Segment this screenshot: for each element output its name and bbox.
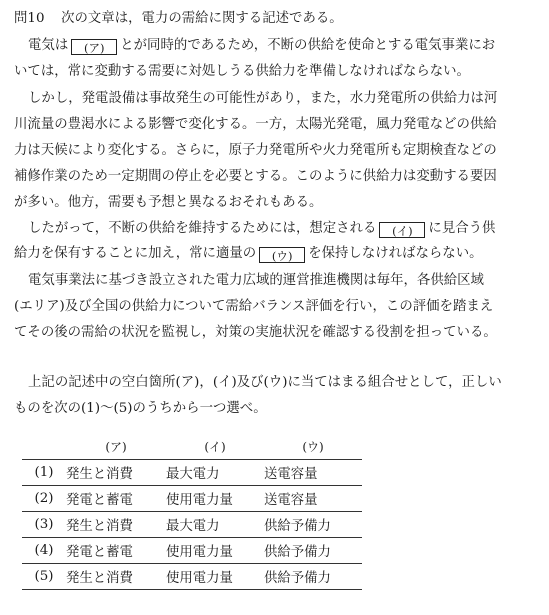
paragraph-3-line-2: [14, 245, 539, 263]
option-number: (2): [22, 486, 66, 512]
text-run: 電気は: [28, 38, 69, 53]
text-run: に見合う供: [428, 221, 496, 236]
table-header-cell: [22, 433, 66, 460]
table-cell: 発電と蓄電: [66, 486, 166, 512]
table-cell: 送電容量: [264, 486, 362, 512]
table-cell: 最大電力: [166, 512, 264, 538]
paragraph-1-line-2: いては，常に変動する需要に対処しうる供給力を準備しなければならない。: [14, 64, 470, 79]
table-cell: 発電と蓄電: [66, 538, 166, 564]
table-cell: 供給予備力: [264, 538, 362, 564]
table-cell: 発生と消費: [66, 564, 166, 590]
table-row[interactable]: [22, 460, 362, 486]
answer-table: [22, 433, 362, 590]
option-number: (4): [22, 538, 66, 564]
blank-i-box: (イ): [379, 222, 425, 238]
paragraph-2-line-5: が多い。他方，需要も予想と異なるおそれもある。: [14, 195, 323, 210]
table-row[interactable]: [22, 564, 362, 590]
question-number: 問10: [14, 11, 45, 26]
blank-a-box: (ア): [71, 39, 117, 55]
paragraph-4-line-3: てその後の需給の状況を監視し，対策の実施状況を確認する役割を担っている。: [14, 325, 497, 340]
table-row[interactable]: [22, 486, 362, 512]
paragraph-2-line-4: 補修作業のため一定期間の停止を必要とする。このように供給力は変動する要因: [14, 169, 497, 184]
option-number: (1): [22, 460, 66, 486]
table-row[interactable]: [22, 512, 362, 538]
table-cell: 発生と消費: [66, 460, 166, 486]
instruction-line-2: ものを次の(1)～(5)のうちから一つ選べ。: [14, 401, 267, 416]
table-header-cell: (ア): [105, 439, 127, 454]
blank-u-box: (ウ): [259, 247, 305, 263]
table-cell: 使用電力量: [166, 564, 264, 590]
paragraph-2-line-2: 川流量の豊渇水による影響で変化する。一方，太陽光発電，風力発電などの供給: [14, 117, 497, 132]
text-run: したがって，不断の供給を維持するためには，想定される: [28, 221, 377, 236]
table-cell: 供給予備力: [264, 512, 362, 538]
table-header-row: [22, 433, 362, 460]
option-number: (5): [22, 564, 66, 590]
paragraph-4-line-1: 電気事業法に基づき設立された電力広域的運営推進機関は毎年，各供給区域: [28, 273, 484, 288]
text-run: を保持しなければならない。: [308, 246, 483, 261]
table-cell: 最大電力: [166, 460, 264, 486]
table-header-cell: (ウ): [302, 439, 324, 454]
paragraph-2-line-3: 力は天候により変化する。さらに，原子力発電所や火力発電所も定期検査などの: [14, 143, 497, 158]
question-lead: 次の文章は，電力の需給に関する記述である。: [61, 11, 343, 26]
table-cell: 使用電力量: [166, 538, 264, 564]
table-cell: 供給予備力: [264, 564, 362, 590]
question-heading: [14, 10, 539, 27]
paragraph-1-line-1: [28, 37, 539, 55]
option-number: (3): [22, 512, 66, 538]
table-cell: 使用電力量: [166, 486, 264, 512]
instruction-line-1: 上記の記述中の空白箇所(ア)，(イ)及び(ウ)に当てはまる組合せとして，正しい: [28, 375, 502, 390]
text-run: 給力を保有することに加え，常に適量の: [14, 246, 257, 261]
table-header-cell: (イ): [204, 439, 226, 454]
paragraph-4-line-2: (エリア)及び全国の供給力について需給バランス評価を行い，この評価を踏まえ: [14, 299, 494, 314]
table-row[interactable]: [22, 538, 362, 564]
table-cell: 送電容量: [264, 460, 362, 486]
paragraph-3-line-1: [28, 220, 539, 238]
paragraph-2-line-1: しかし，発電設備は事故発生の可能性があり，また，水力発電所の供給力は河: [28, 91, 498, 106]
table-cell: 発生と消費: [66, 512, 166, 538]
text-run: とが同時的であるため，不断の供給を使命とする電気事業にお: [120, 38, 496, 53]
